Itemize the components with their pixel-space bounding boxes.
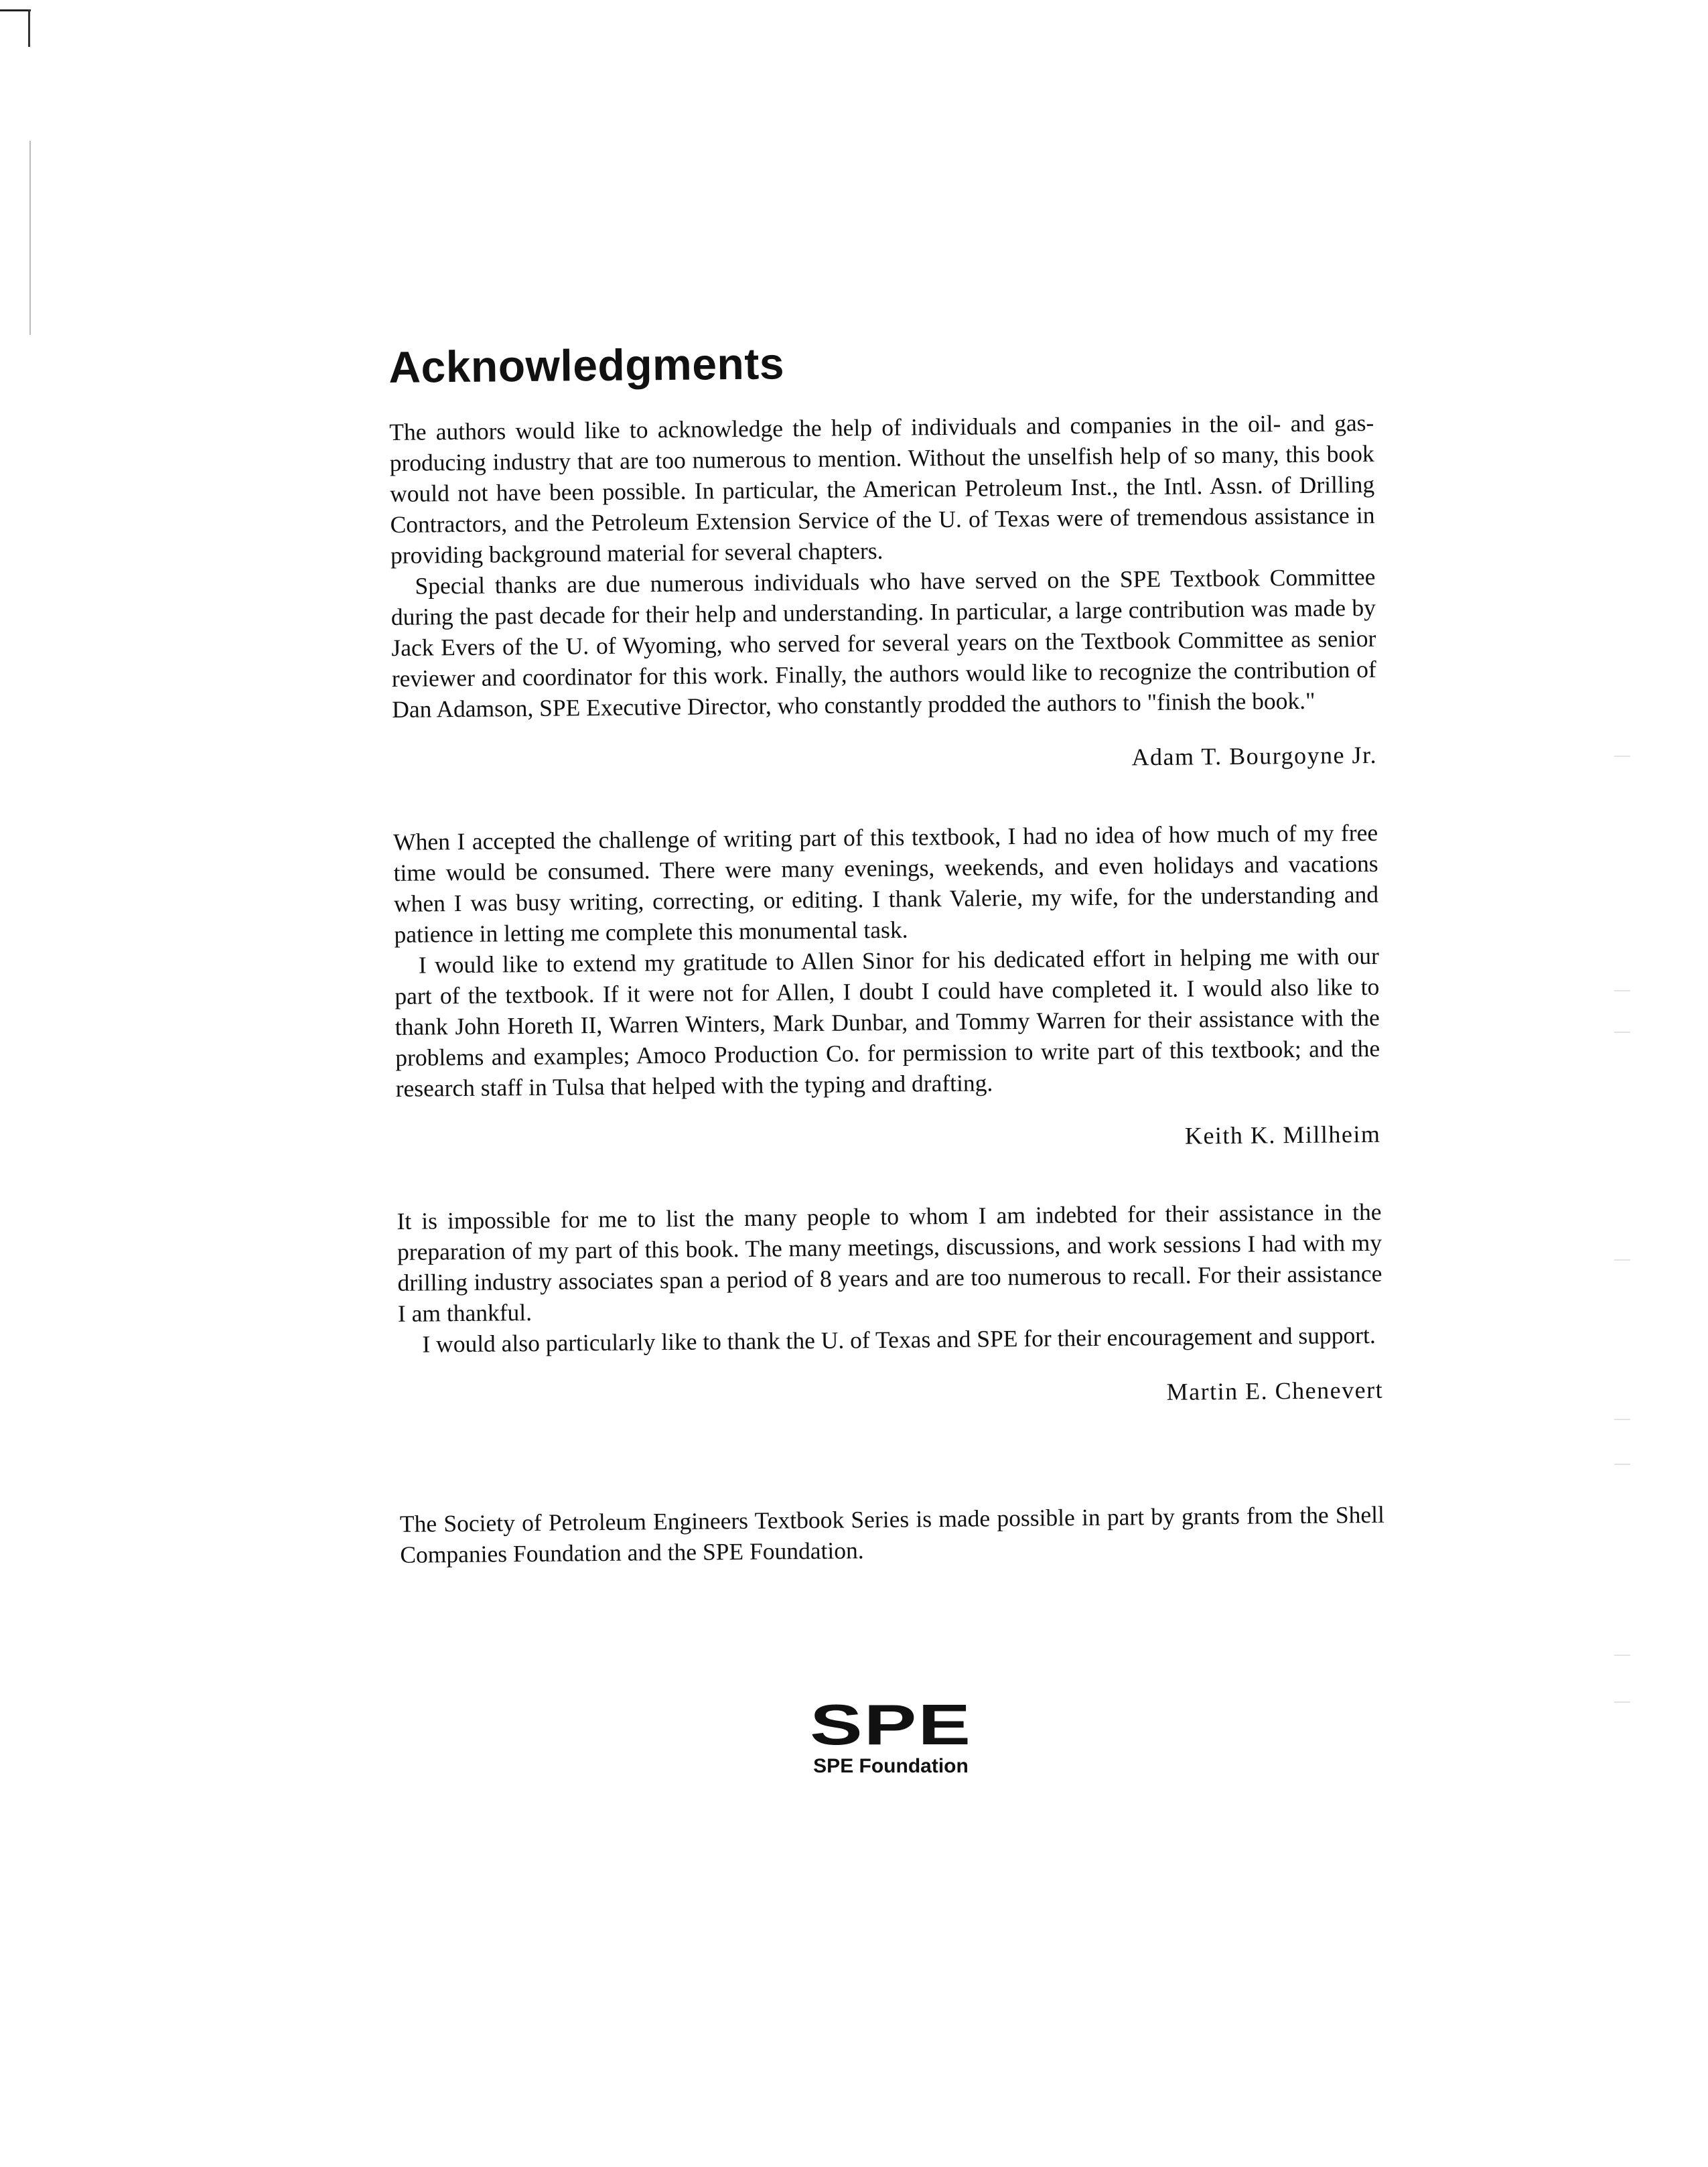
content-body xyxy=(388,332,1385,1594)
acknowledgment-section-millheim xyxy=(393,817,1381,1159)
paragraph: It is impossible for me to list the many people to whom I am indebted for their assistance in the preparation of my part of this book. The many meetings, discussions, and work sessions I had with my drilling industry associates span a period of 8 years and are too numerous to recall. For their assistance I am thankful. xyxy=(397,1198,1382,1327)
paragraph: When I accepted the challenge of writing part of this textbook, I had no idea of how much of my free time would be consumed. There were many evenings, weekends, and even holidays and vacations when I was busy writing, correcting, or editing. I thank Valerie, my wife, for the understanding and patience in letting me complete this monumental task. xyxy=(393,819,1379,948)
scan-artifact xyxy=(0,9,31,11)
scan-artifact xyxy=(1614,1259,1630,1261)
page-title: Acknowledgments xyxy=(388,338,785,392)
paragraph: The authors would like to acknowledge the help of individuals and companies in the oil- and gas-producing industry that are too numerous to mention. Without the unselfish help of so many, this book would not have been possible. In particular, the American Petroleum Inst., the Intl. Assn. of Drilling Contractors, and the Petroleum Extension Service of the U. of Texas were of tremendous assistance in providing background material for several chapters. xyxy=(389,409,1375,569)
scan-artifact xyxy=(1614,1032,1630,1033)
spe-logo-mark: SPE xyxy=(809,1693,973,1757)
scan-artifact xyxy=(1614,1701,1630,1703)
scan-artifact xyxy=(1614,1419,1630,1420)
scan-artifact xyxy=(1614,1655,1630,1656)
acknowledgment-section-chenevert xyxy=(397,1196,1383,1415)
author-signature: Keith K. Millheim xyxy=(1184,1120,1381,1149)
author-signature: Martin E. Chenevert xyxy=(1166,1376,1384,1405)
paragraph: I would like to extend my gratitude to Allen Sinor for his dedicated effort in helping me with our part of the textbook. If it were not for Allen, I doubt I could have completed it. I would also like to thank John Horeth II, Warren Winters, Mark Dunbar, and Tommy Warren for their assistance with the problems and examples; Amoco Production Co. for permission to write part of this textbook; and the research staff in Tulsa that helped with the typing and drafting. xyxy=(395,942,1380,1102)
author-signature: Adam T. Bourgoyne Jr. xyxy=(1131,741,1378,771)
spe-foundation-logo xyxy=(784,1688,998,1778)
scan-artifact xyxy=(1614,756,1630,757)
acknowledgment-section-bourgoyne xyxy=(389,407,1377,780)
scan-artifact xyxy=(1614,990,1630,991)
scan-artifact xyxy=(28,9,30,47)
grant-statement: The Society of Petroleum Engineers Textbook Series is made possible in part by grants from the Shell Companies Foundation and the SPE Foundation. xyxy=(399,1500,1385,1568)
paragraph: Special thanks are due numerous individuals who have served on the SPE Textbook Committee during the past decade for their help and understanding. In particular, a large contribution was made by Jack Evers of the U. of Wyoming, who served for several years on the Textbook Committee as senior reviewer and coordinator for this work. Finally, the authors would like to recognize the contribution of Dan Adamson, SPE Executive Director, who constantly prodded the authors to "finish the book." xyxy=(390,563,1376,723)
scan-artifact xyxy=(29,141,31,335)
spe-logo-subtitle: SPE Foundation xyxy=(813,1755,969,1777)
paragraph: I would also particularly like to thank the U. of Texas and SPE for their encouragement and support. xyxy=(422,1321,1376,1358)
scan-artifact xyxy=(1614,1464,1630,1465)
